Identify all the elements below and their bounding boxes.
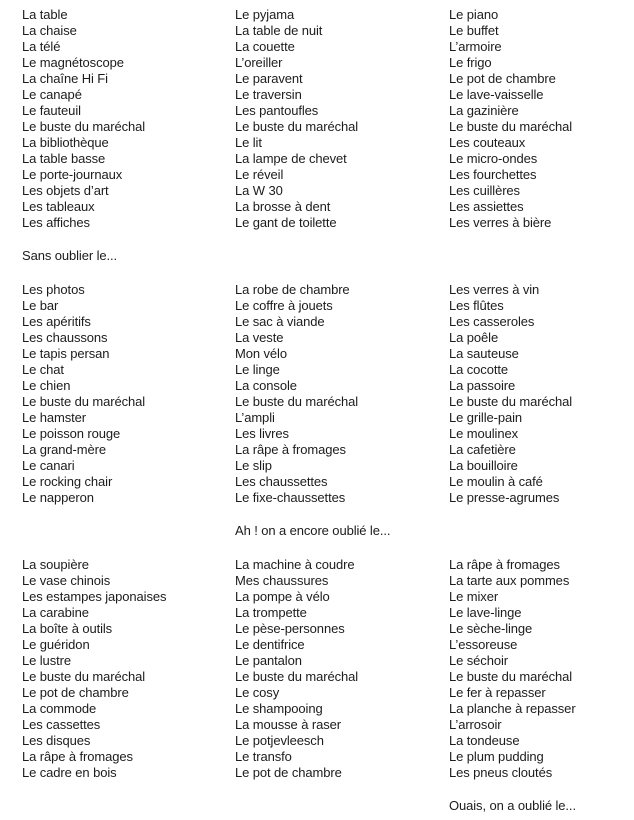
list-item: La commode <box>22 701 97 716</box>
refrain-note: Ouais, on a oublié le... <box>449 798 576 813</box>
list-item: Le piano <box>449 7 499 22</box>
list-item: Le pot de chambre <box>449 71 556 86</box>
list-item: Le pantalon <box>235 653 302 668</box>
item-list <box>449 557 634 781</box>
list-item: Le réveil <box>235 167 284 182</box>
list-item: Le slip <box>235 458 272 473</box>
list-item: Les assiettes <box>449 199 524 214</box>
list-item: Les livres <box>235 426 289 441</box>
list-item: Le transfo <box>235 749 292 764</box>
list-item: Le pèse-personnes <box>235 621 345 636</box>
list-item: Le pot de chambre <box>22 685 129 700</box>
list-item: Le buste du maréchal <box>449 119 573 134</box>
list-item: La table de nuit <box>235 23 323 38</box>
list-item: La grand-mère <box>22 442 106 457</box>
list-item: La télé <box>22 39 61 54</box>
list-item: Les couteaux <box>449 135 526 150</box>
list-item: La râpe à fromages <box>449 557 560 572</box>
list-item: Les estampes japonaises <box>22 589 167 604</box>
list-item: Le buste du maréchal <box>22 669 146 684</box>
list-item: Les chaussons <box>22 330 108 345</box>
list-item: Les tableaux <box>22 199 95 214</box>
list-item: L’oreiller <box>235 55 283 70</box>
list-item: L’essoreuse <box>449 637 518 652</box>
list-item: Les cassettes <box>22 717 101 732</box>
list-item: Le chien <box>22 378 71 393</box>
list-item: La carabine <box>22 605 89 620</box>
list-item: La mousse à raser <box>235 717 341 732</box>
list-item: Le fer à repasser <box>449 685 546 700</box>
list-item: Le canapé <box>22 87 82 102</box>
list-item: La planche à repasser <box>449 701 576 716</box>
list-item: Les apéritifs <box>22 314 91 329</box>
list-item: Les photos <box>22 282 85 297</box>
text-column-3 <box>449 7 634 820</box>
list-item: Le lustre <box>22 653 71 668</box>
list-item: La W 30 <box>235 183 283 198</box>
list-item: La lampe de chevet <box>235 151 347 166</box>
list-item: La soupière <box>22 557 89 572</box>
list-item: Le plum pudding <box>449 749 544 764</box>
list-item: Le coffre à jouets <box>235 298 333 313</box>
list-item: Le guéridon <box>22 637 90 652</box>
item-list <box>235 282 449 506</box>
list-item: Les verres à vin <box>449 282 540 297</box>
list-item: Le tapis persan <box>22 346 110 361</box>
list-item: Le buste du maréchal <box>22 119 146 134</box>
list-item: Les disques <box>22 733 91 748</box>
list-item: Le moulin à café <box>449 474 543 489</box>
list-item: Le linge <box>235 362 280 377</box>
list-item: Le cadre en bois <box>22 765 117 780</box>
item-list <box>22 7 235 231</box>
list-item: Le micro-ondes <box>449 151 538 166</box>
list-item: Le sèche-linge <box>449 621 533 636</box>
list-item: La brosse à dent <box>235 199 331 214</box>
item-list <box>22 282 235 506</box>
list-item: La tondeuse <box>449 733 520 748</box>
list-item: Le dentifrice <box>235 637 305 652</box>
list-item: L’armoire <box>449 39 502 54</box>
list-item: Les objets d’art <box>22 183 109 198</box>
list-item: Les fourchettes <box>449 167 537 182</box>
text-column-2 <box>235 7 449 820</box>
list-item: Le grille-pain <box>449 410 523 425</box>
list-item: Le poisson rouge <box>22 426 121 441</box>
list-item: Le chat <box>22 362 64 377</box>
list-item: Le paravent <box>235 71 303 86</box>
list-item: Le buste du maréchal <box>235 119 359 134</box>
text-column-1 <box>22 7 235 820</box>
list-item: Le moulinex <box>449 426 518 441</box>
list-item: Le pyjama <box>235 7 295 22</box>
list-item: La console <box>235 378 297 393</box>
list-item: Le frigo <box>449 55 492 70</box>
list-item: La boîte à outils <box>22 621 113 636</box>
list-item: Le buffet <box>449 23 499 38</box>
list-item: Le potjevleesch <box>235 733 324 748</box>
list-item: La veste <box>235 330 284 345</box>
list-item: La trompette <box>235 605 307 620</box>
list-item: La râpe à fromages <box>22 749 133 764</box>
list-item: La cafetière <box>449 442 516 457</box>
list-item: Le cosy <box>235 685 280 700</box>
list-item: Le sac à viande <box>235 314 325 329</box>
list-item: La pompe à vélo <box>235 589 330 604</box>
list-item: Le vase chinois <box>22 573 111 588</box>
list-item: Le bar <box>22 298 59 313</box>
list-item: La bibliothèque <box>22 135 109 150</box>
item-list <box>22 557 235 781</box>
list-item: Le fixe-chaussettes <box>235 490 346 505</box>
list-item: Les affiches <box>22 215 90 230</box>
list-item: La chaîne Hi Fi <box>22 71 108 86</box>
list-item: Le fauteuil <box>22 103 81 118</box>
list-item: Le pot de chambre <box>235 765 342 780</box>
list-item: Les verres à bière <box>449 215 552 230</box>
list-item: La chaise <box>22 23 77 38</box>
list-item: Le napperon <box>22 490 94 505</box>
list-item: Le mixer <box>449 589 499 604</box>
list-item: La cocotte <box>449 362 508 377</box>
list-item: L’arrosoir <box>449 717 502 732</box>
list-item: Mon vélo <box>235 346 287 361</box>
list-item: Les casseroles <box>449 314 535 329</box>
item-list <box>235 7 449 231</box>
list-item: Les pantoufles <box>235 103 319 118</box>
list-item: Le traversin <box>235 87 302 102</box>
list-item: Le shampooing <box>235 701 323 716</box>
list-item: Le hamster <box>22 410 87 425</box>
list-item: Le canari <box>22 458 75 473</box>
list-item: Le presse-agrumes <box>449 490 560 505</box>
list-item: La couette <box>235 39 295 54</box>
list-item: La bouilloire <box>449 458 518 473</box>
list-item: La tarte aux pommes <box>449 573 570 588</box>
list-item: Le séchoir <box>449 653 508 668</box>
list-item: La machine à coudre <box>235 557 355 572</box>
list-item: Le buste du maréchal <box>449 669 573 684</box>
item-list <box>449 282 634 506</box>
list-item: La poêle <box>449 330 499 345</box>
list-item: La robe de chambre <box>235 282 350 297</box>
list-item: Le lave-vaisselle <box>449 87 544 102</box>
list-item: Le magnétoscope <box>22 55 124 70</box>
list-item: Les flûtes <box>449 298 504 313</box>
list-item: L’ampli <box>235 410 275 425</box>
list-item: Mes chaussures <box>235 573 329 588</box>
list-item: La table basse <box>22 151 106 166</box>
list-item: Le lave-linge <box>449 605 522 620</box>
list-item: Le buste du maréchal <box>235 669 359 684</box>
list-item: Le gant de toilette <box>235 215 337 230</box>
list-item: Les cuillères <box>449 183 520 198</box>
refrain-note: Ah ! on a encore oublié le... <box>235 523 391 538</box>
refrain-note: Sans oublier le... <box>22 248 118 263</box>
list-item: La table <box>22 7 68 22</box>
list-item: La sauteuse <box>449 346 519 361</box>
list-item: Le porte-journaux <box>22 167 123 182</box>
list-item: Le buste du maréchal <box>449 394 573 409</box>
list-item: Le buste du maréchal <box>235 394 359 409</box>
item-list <box>449 7 634 231</box>
item-list <box>235 557 449 781</box>
list-item: Les pneus cloutés <box>449 765 553 780</box>
list-item: La gazinière <box>449 103 519 118</box>
list-item: Le rocking chair <box>22 474 113 489</box>
list-item: La râpe à fromages <box>235 442 346 457</box>
list-item: Le buste du maréchal <box>22 394 146 409</box>
list-item: Le lit <box>235 135 262 150</box>
list-item: Les chaussettes <box>235 474 328 489</box>
list-item: La passoire <box>449 378 516 393</box>
